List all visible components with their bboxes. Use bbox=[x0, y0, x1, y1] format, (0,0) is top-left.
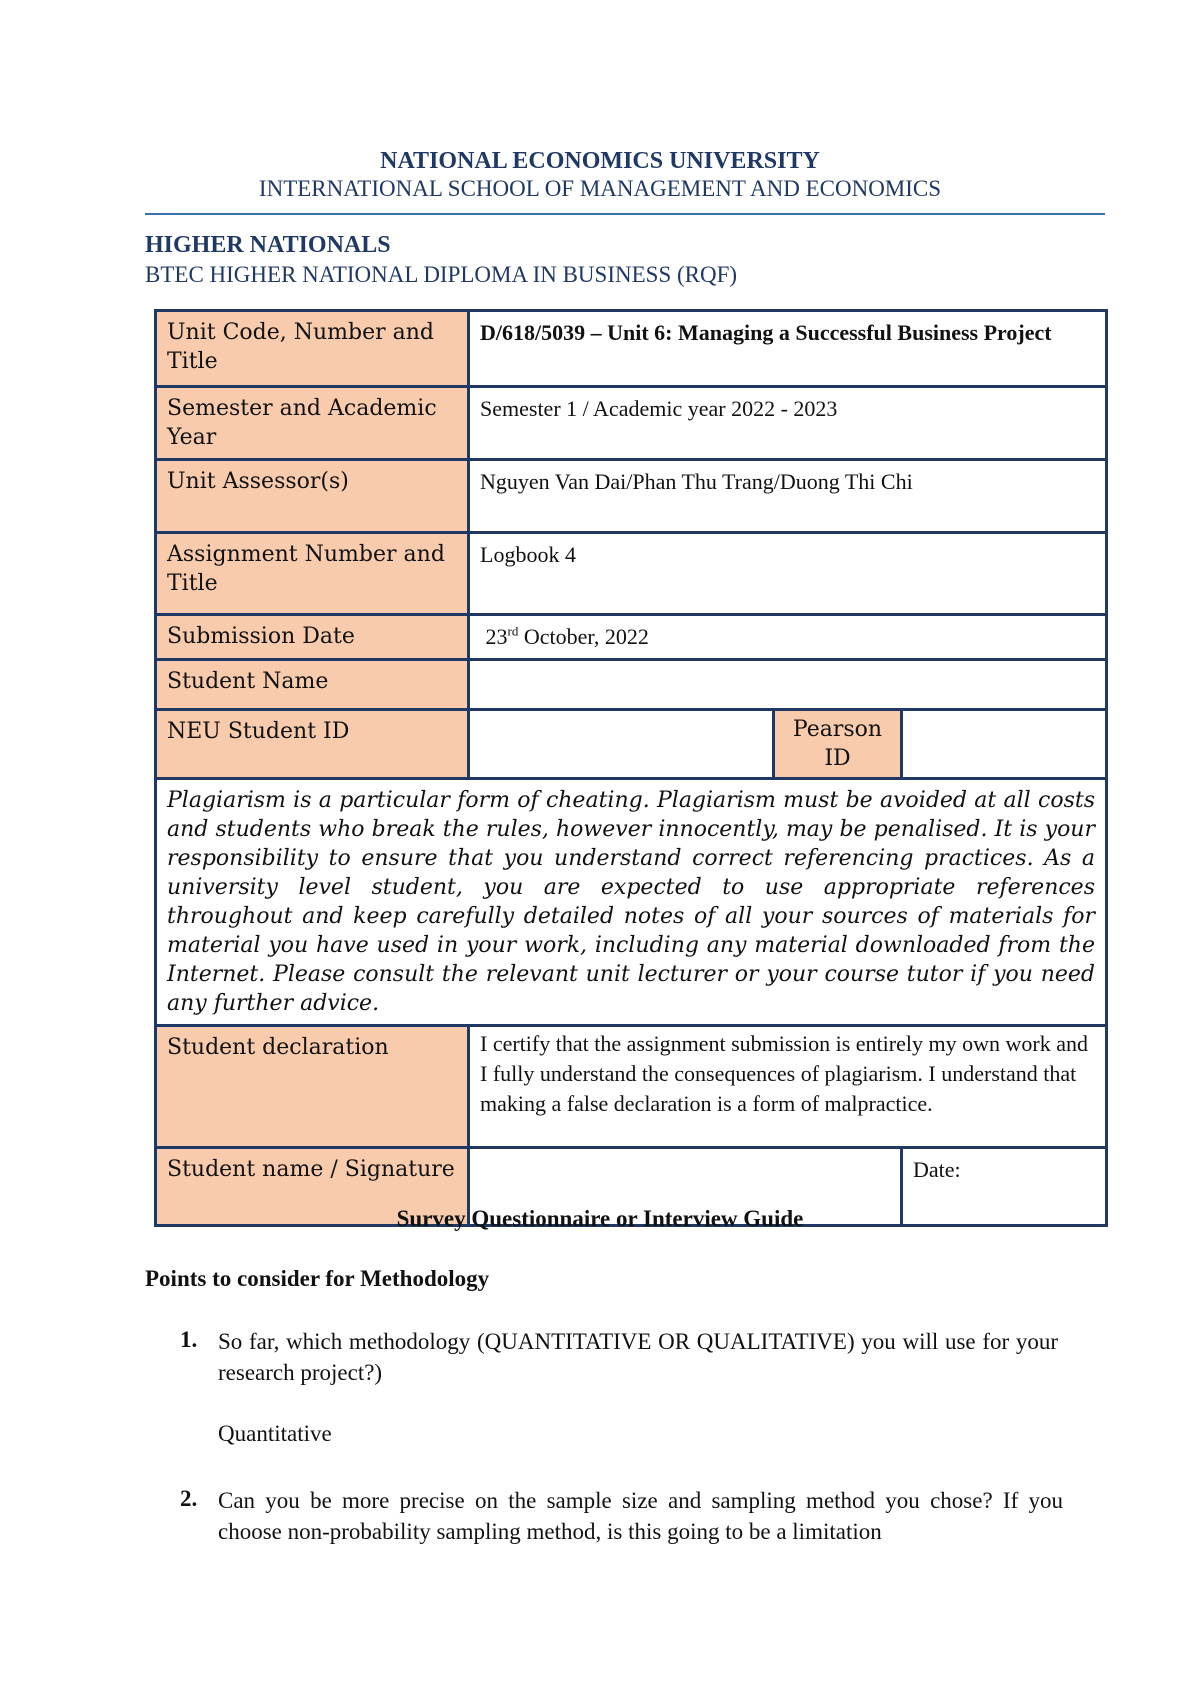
semester-row bbox=[156, 387, 1107, 460]
assignment-cover-table bbox=[154, 309, 1108, 1227]
subsection-title: Points to consider for Methodology bbox=[145, 1266, 490, 1291]
plagiarism-notice: Plagiarism is a particular form of cheating. Plagiarism must be avoided at all costs and students who break the rules, however innocently, may be penalised. It is your responsibility to ensure that you understand correct referencing practices. As a university level student, you are expected to use appropriate references throughout and keep carefully detailed notes of all your sources of materials for material you have used in your work, including any material downloaded from the Internet. Please consult the relevant unit lecturer or your course tutor if you need any further advice. bbox=[156, 779, 1107, 1026]
submission-day: 23 bbox=[485, 624, 508, 649]
university-name: NATIONAL ECONOMICS UNIVERSITY bbox=[380, 148, 820, 174]
header-divider bbox=[145, 213, 1105, 215]
unit-label: Unit Code, Number and Title bbox=[156, 311, 469, 387]
question-1-number bbox=[180, 1327, 197, 1353]
assignment-value: Logbook 4 bbox=[469, 533, 1107, 615]
assessor-label: Unit Assessor(s) bbox=[156, 460, 469, 533]
submission-label: Submission Date bbox=[156, 615, 469, 660]
question-1-text: So far, which methodology (QUANTITATIVE OR QUALITATIVE) you will use for your research project?) bbox=[218, 1329, 1058, 1385]
student-name-row bbox=[156, 660, 1107, 710]
school-name: INTERNATIONAL SCHOOL OF MANAGEMENT AND ECONOMICS bbox=[258, 176, 942, 201]
section-title: Survey Questionnaire or Interview Guide bbox=[396, 1206, 804, 1231]
declaration-row bbox=[156, 1026, 1107, 1148]
plagiarism-row bbox=[156, 779, 1107, 1026]
submission-suffix: rd bbox=[507, 623, 519, 639]
program-title: HIGHER NATIONALS bbox=[145, 232, 391, 258]
program-subtitle: BTEC HIGHER NATIONAL DIPLOMA IN BUSINESS (RQF) bbox=[145, 262, 738, 287]
signature-label: Student name / Signature bbox=[156, 1148, 469, 1226]
question-1-answer: Quantitative bbox=[218, 1421, 332, 1446]
semester-label: Semester and Academic Year bbox=[156, 387, 469, 460]
question-2-number bbox=[180, 1486, 197, 1512]
neu-id-label: NEU Student ID bbox=[156, 710, 469, 779]
submission-date bbox=[469, 615, 1107, 660]
unit-row bbox=[156, 311, 1107, 387]
neu-id-field[interactable] bbox=[469, 710, 774, 779]
question-number: 2. bbox=[180, 1486, 198, 1511]
pearson-id-label: Pearson ID bbox=[774, 710, 902, 779]
assessor-value: Nguyen Van Dai/Phan Thu Trang/Duong Thi Chi bbox=[469, 460, 1107, 533]
id-row bbox=[156, 710, 1107, 779]
assignment-row bbox=[156, 533, 1107, 615]
assessor-row bbox=[156, 460, 1107, 533]
semester-value: Semester 1 / Academic year 2022 - 2023 bbox=[469, 387, 1107, 460]
submission-month-year: October, 2022 bbox=[518, 624, 649, 649]
question-2-text: Can you be more precise on the sample size and sampling method you chose? If you choose non-probability sampling method, is this going to be a limitation bbox=[218, 1488, 1063, 1544]
question-number: 1. bbox=[180, 1327, 198, 1352]
declaration-label: Student declaration bbox=[156, 1026, 469, 1148]
student-name-label: Student Name bbox=[156, 660, 469, 710]
pearson-id-field[interactable] bbox=[902, 710, 1107, 779]
submission-row bbox=[156, 615, 1107, 660]
student-name-field[interactable] bbox=[469, 660, 1107, 710]
unit-value: D/618/5039 – Unit 6: Managing a Successful Business Project bbox=[469, 311, 1107, 387]
declaration-text: I certify that the assignment submission is entirely my own work and I fully understand the consequences of plagiarism. I understand that making a false declaration is a form of malpractice. bbox=[469, 1026, 1107, 1148]
date-label: Date: bbox=[902, 1148, 1107, 1226]
assignment-label: Assignment Number and Title bbox=[156, 533, 469, 615]
